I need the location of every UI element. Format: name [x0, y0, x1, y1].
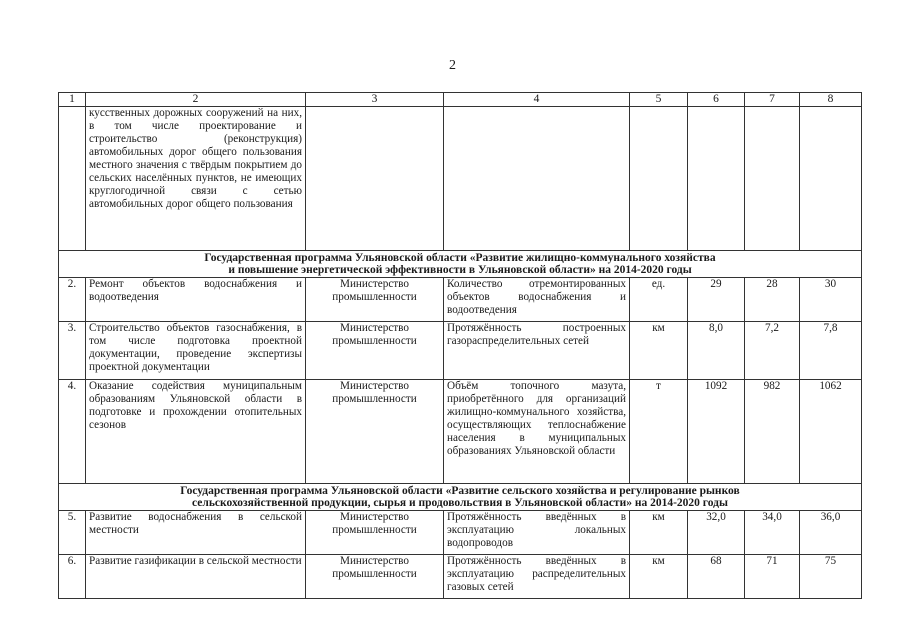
table-row [59, 278, 862, 322]
table-row [59, 380, 862, 484]
column-header: 2 [86, 93, 306, 107]
table-row [59, 322, 862, 380]
page-number: 2 [449, 58, 456, 73]
value-col6: 32,0 [688, 511, 745, 555]
measure-name: Ремонт объектов водоснабжения и водоотведения [86, 278, 306, 322]
value-col7: 7,2 [745, 322, 800, 380]
value-col8: 36,0 [800, 511, 862, 555]
value-col7: 34,0 [745, 511, 800, 555]
row-number: 5. [59, 511, 86, 555]
section-heading: Государственная программа Ульяновской области «Развитие сельского хозяйства и регулирование рынков сельскохозяйственной продукции, сырья и продовольствия в Ульяновской области» на 2014-2020 годы [59, 484, 862, 511]
value-col6: 8,0 [688, 322, 745, 380]
indicator: Объём топочного мазута, приобретённого для организаций жилищно-коммунального хозяйства, осуществляющих теплоснабжение населения в муниципальных образованиях Ульяновской области [444, 380, 630, 484]
indicator: Количество отремонтированных объектов водоснабжения и водоотведения [444, 278, 630, 322]
column-header-row [59, 93, 862, 107]
row-number: 3. [59, 322, 86, 380]
section-heading-row [59, 251, 862, 278]
value-col8: 1062 [800, 380, 862, 484]
value-col7: 28 [745, 278, 800, 322]
measure-name: Строительство объектов газоснабжения, в том числе подготовка проектной документации, проведение экспертизы проектной документации [86, 322, 306, 380]
column-header: 6 [688, 93, 745, 107]
ministry: Министерство промышленности [306, 555, 444, 599]
unit: т [630, 380, 688, 484]
section-heading-row [59, 484, 862, 511]
row-number: 4. [59, 380, 86, 484]
column-header: 1 [59, 93, 86, 107]
column-header: 7 [745, 93, 800, 107]
program-table [58, 92, 862, 599]
unit: км [630, 511, 688, 555]
ministry: Министерство промышленности [306, 322, 444, 380]
column-header: 4 [444, 93, 630, 107]
column-header: 3 [306, 93, 444, 107]
measure-name: Развитие газификации в сельской местности [86, 555, 306, 599]
row-number: 2. [59, 278, 86, 322]
value-col7: 982 [745, 380, 800, 484]
measure-name: Оказание содействия муниципальным образованиям Ульяновской области в подготовке и прохождении отопительных сезонов [86, 380, 306, 484]
unit: км [630, 555, 688, 599]
ministry: Министерство промышленности [306, 380, 444, 484]
unit: ед. [630, 278, 688, 322]
value-col6: 29 [688, 278, 745, 322]
column-header: 5 [630, 93, 688, 107]
indicator: Протяжённость введённых в эксплуатацию распределительных газовых сетей [444, 555, 630, 599]
table-row [59, 511, 862, 555]
ministry: Министерство промышленности [306, 278, 444, 322]
value-col6: 1092 [688, 380, 745, 484]
indicator: Протяжённость введённых в эксплуатацию локальных водопроводов [444, 511, 630, 555]
column-header: 8 [800, 93, 862, 107]
row-number: 6. [59, 555, 86, 599]
indicator: Протяжённость построенных газораспределительных сетей [444, 322, 630, 380]
value-col6: 68 [688, 555, 745, 599]
unit: км [630, 322, 688, 380]
table-row [59, 107, 862, 251]
value-col7: 71 [745, 555, 800, 599]
ministry: Министерство промышленности [306, 511, 444, 555]
value-col8: 7,8 [800, 322, 862, 380]
table-row [59, 555, 862, 599]
continuation-text: кусственных дорожных сооружений на них, в том числе проектирование и строительство (реконструкция) автомобильных дорог общего пользования местного значения с твёрдым покрытием до сельских населённых пунктов, не имеющих круглогодичной связи с сетью автомобильных дорог общего пользования [86, 107, 306, 251]
value-col8: 75 [800, 555, 862, 599]
section-heading: Государственная программа Ульяновской области «Развитие жилищно-коммунального хозяйства и повышение энергетической эффективности в Ульяновской области» на 2014-2020 годы [59, 251, 862, 278]
value-col8: 30 [800, 278, 862, 322]
measure-name: Развитие водоснабжения в сельской местности [86, 511, 306, 555]
